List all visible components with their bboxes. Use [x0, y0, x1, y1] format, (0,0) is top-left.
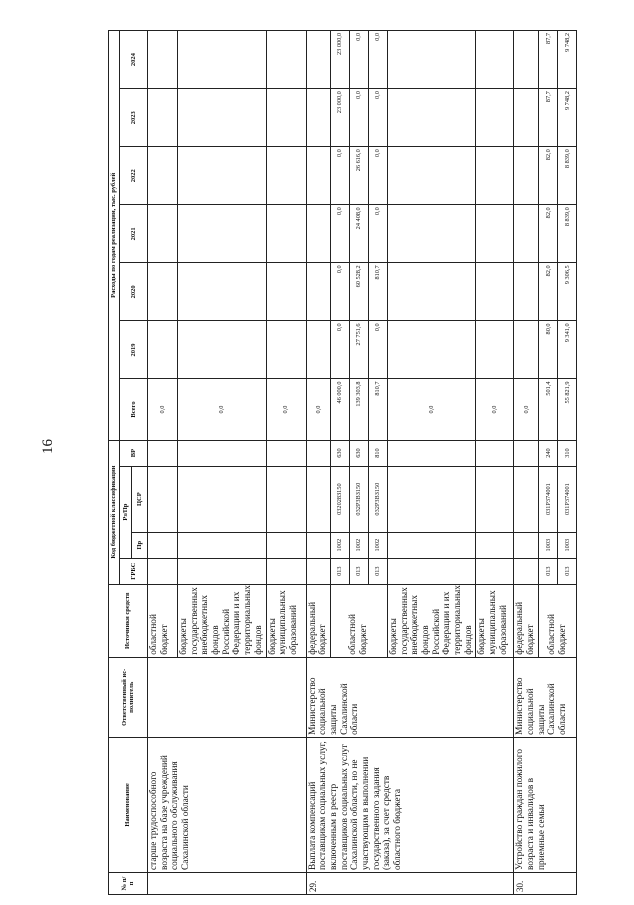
table-cell: 55 821,9	[558, 379, 577, 440]
header-2020: 2020	[120, 263, 148, 321]
table-cell: 0,0	[330, 321, 349, 379]
header-2021: 2021	[120, 205, 148, 263]
table-cell: 23 000,0	[330, 89, 349, 147]
item29-source-federal: федеральный бюджет	[306, 584, 330, 657]
table-cell: 1002	[330, 532, 349, 558]
table-cell: 27 751,6	[349, 321, 368, 379]
cont-source-0: областной бюджет	[148, 584, 178, 657]
item30-federal-total: 0,0	[514, 379, 539, 440]
table-cell: 630	[349, 440, 368, 466]
header-name: Наименование	[109, 737, 148, 872]
header-expenses-group: Расходы по годам реализации, тыс. рублей	[109, 31, 120, 441]
header-2019: 2019	[120, 321, 148, 379]
table-cell: 87,7	[539, 31, 558, 89]
table-cell: 0,0	[349, 89, 368, 147]
cont-name: старше трудоспособного возраста на базе учреждений социального обслуживания Сахалинской области	[148, 737, 307, 872]
table-cell: 0,0	[368, 31, 387, 89]
table-cell: 26 616,0	[349, 147, 368, 205]
table-cell: 1003	[558, 532, 577, 558]
table-cell: 80,0	[539, 321, 558, 379]
item29-source-municipal: бюджеты муниципальных образований	[476, 584, 514, 657]
table-cell: 013	[330, 558, 349, 584]
table-cell: 9 748,2	[558, 89, 577, 147]
item29-source-regional: областной бюджет	[330, 584, 387, 657]
cont-total-0: 0,0	[148, 379, 178, 440]
item29-source-funds: бюджеты государственных внебюджетных фондов Российской Федерации и их территориальных фондов	[387, 584, 476, 657]
header-source: Источники средств	[109, 584, 148, 657]
table-cell: 310	[558, 440, 577, 466]
table-cell: 013	[368, 558, 387, 584]
item29-executor: Министерство социальной защиты Сахалинской области	[306, 657, 514, 737]
cont-total-1: 0,0	[178, 379, 267, 440]
table-cell: 9 748,2	[558, 31, 577, 89]
table-cell: 87,7	[539, 89, 558, 147]
table-cell: 46 000,0	[330, 379, 349, 440]
table-cell: 032Р3ВЗ150	[349, 466, 368, 532]
header-code-group: Код бюджетной классификации	[109, 440, 120, 584]
header-2024: 2024	[120, 31, 148, 89]
rotated-table-container	[108, 30, 585, 895]
cont-source-2: бюджеты муниципальных образований	[266, 584, 306, 657]
header-grbs: ГРБС	[120, 558, 148, 584]
item30-executor: Министерство социальной защиты Сахалинской области	[514, 657, 577, 737]
table-cell: 1002	[349, 532, 368, 558]
table-cell: 0,0	[368, 321, 387, 379]
table-cell: 82,0	[539, 263, 558, 321]
header-2022: 2022	[120, 147, 148, 205]
table-cell: 8 839,0	[558, 147, 577, 205]
table-cell: 013	[349, 558, 368, 584]
item30-source-regional: областной бюджет	[539, 584, 577, 657]
table-cell: 23 000,0	[330, 31, 349, 89]
table-cell: 9 306,5	[558, 263, 577, 321]
table-cell: 810,7	[368, 379, 387, 440]
table-cell: 1002	[368, 532, 387, 558]
item29-funds-total: 0,0	[387, 379, 476, 440]
table-cell: 810	[368, 440, 387, 466]
header-csr: ЦСР	[132, 466, 148, 532]
cont-source-1: бюджеты государственных внебюджетных фондов Российской Федерации и их территориальных фондов	[178, 584, 267, 657]
item29-federal-total: 0,0	[306, 379, 330, 440]
header-no: № п/п	[109, 872, 148, 894]
item30-no: 30.	[514, 872, 577, 894]
table-cell: 1003	[539, 532, 558, 558]
table-cell: 82,0	[539, 147, 558, 205]
page-number: 16	[40, 439, 56, 454]
table-cell: 0,0	[368, 205, 387, 263]
cont-executor-cell	[148, 657, 307, 737]
item29-no: 29.	[306, 872, 514, 894]
table-cell: 810,7	[368, 263, 387, 321]
table-cell: 032028З150	[330, 466, 349, 532]
table-cell: 82,0	[539, 205, 558, 263]
item29-name: Выплата компенсаций поставщикам социальных услуг, включенным в реестр поставщиков социальных услуг Сахалинской области, но не участвующим в выполнении государственного задания (заказа), за счет средств областного бюджета	[306, 737, 514, 872]
table-cell: 0,0	[368, 89, 387, 147]
item30-name: Устройство граждан пожилого возраста и инвалидов в приемные семьи	[514, 737, 577, 872]
budget-table	[108, 30, 577, 895]
table-cell: 032Р3ВЗ150	[368, 466, 387, 532]
header-rzpr: Рз/Пр	[120, 466, 132, 558]
header-2023: 2023	[120, 89, 148, 147]
cont-total-2: 0,0	[266, 379, 306, 440]
header-total: Всего	[120, 379, 148, 440]
table-cell: 0,0	[349, 31, 368, 89]
header-executor: Ответственный ис-полнитель	[109, 657, 148, 737]
table-cell: 8 839,0	[558, 205, 577, 263]
table-cell: 630	[330, 440, 349, 466]
table-cell: 031Р374001	[539, 466, 558, 532]
table-cell: 501,4	[539, 379, 558, 440]
item29-municipal-total: 0,0	[476, 379, 514, 440]
table-cell: 240	[539, 440, 558, 466]
table-cell: 0,0	[368, 147, 387, 205]
table-cell: 013	[558, 558, 577, 584]
header-vr: ВР	[120, 440, 148, 466]
header-pr: Пр	[132, 532, 148, 558]
table-cell: 0,0	[330, 147, 349, 205]
table-cell: 139 303,8	[349, 379, 368, 440]
table-cell: 60 528,2	[349, 263, 368, 321]
table-cell: 24 408,0	[349, 205, 368, 263]
table-cell: 0,0	[330, 205, 349, 263]
table-cell: 9 341,0	[558, 321, 577, 379]
table-cell: 031Р374001	[558, 466, 577, 532]
table-cell: 013	[539, 558, 558, 584]
table-cell: 0,0	[330, 263, 349, 321]
cont-no-cell	[148, 872, 307, 894]
item30-source-federal: федеральный бюджет	[514, 584, 539, 657]
